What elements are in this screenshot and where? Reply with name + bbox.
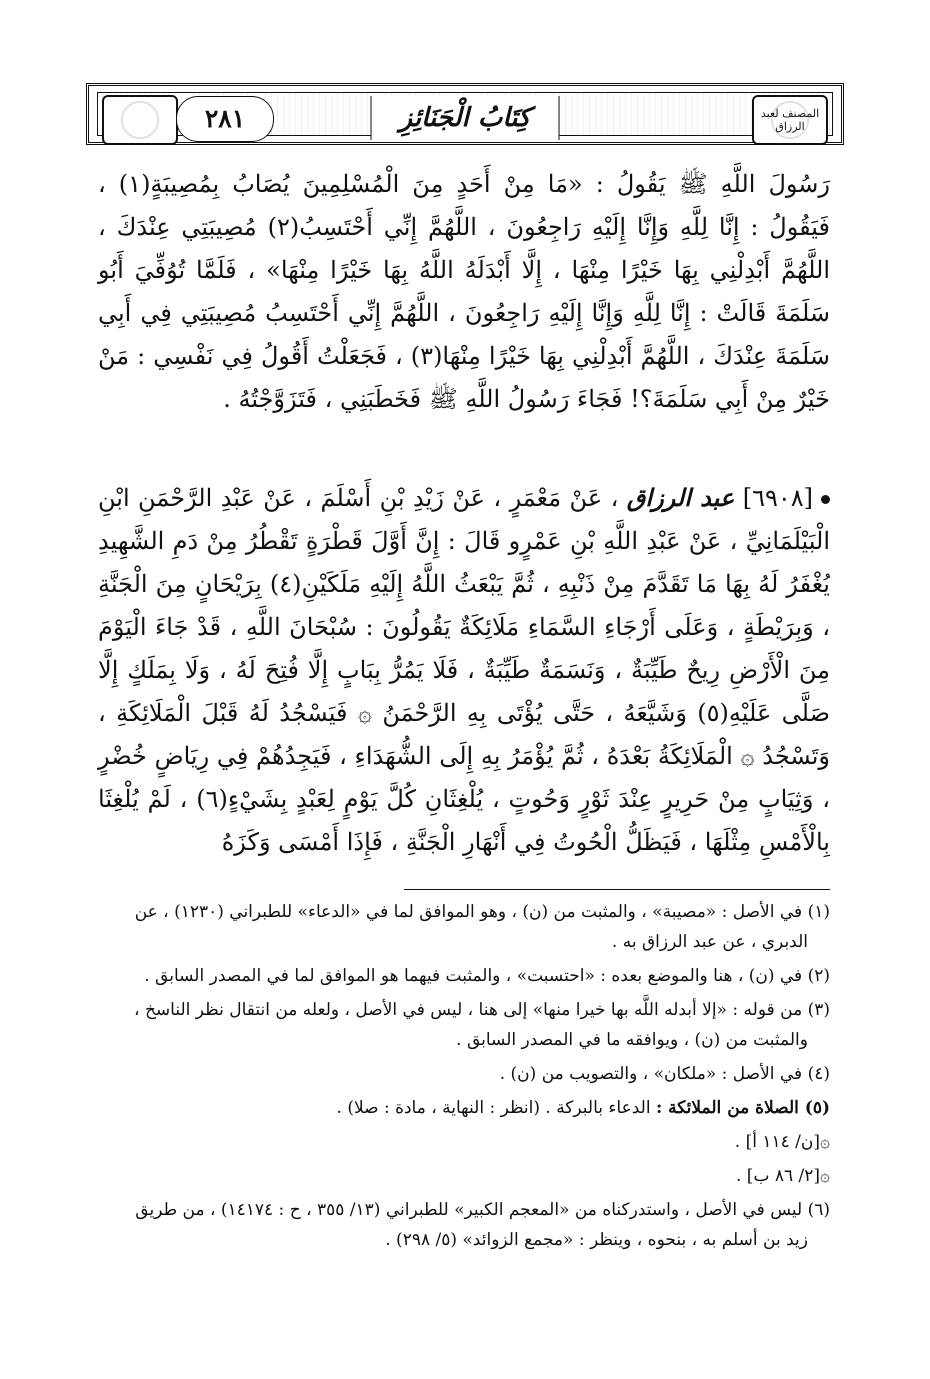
- chapter-title: كِتَابُ الْجَنَائِزِ: [371, 96, 560, 140]
- hadith-continuation: رَسُولَ اللَّهِ ﷺ يَقُولُ : «مَا مِنْ أَحَدٍ مِنَ الْمُسْلِمِينَ يُصَابُ بِمُصِيبَةٍ(١) ، فَيَقُولُ : إِنَّا لِلَّهِ وَإِنَّا إِلَيْهِ رَاجِعُونَ ، اللَّهُمَّ إِنِّي أَحْتَسِبُ(٢) مُصِيبَتِي عِنْدَكَ ، اللَّهُمَّ أَبْدِلْنِي بِهَا خَيْرًا مِنْهَا ، إِلَّا أَبْدَلَهُ اللَّهُ بِهَا خَيْرًا مِنْهَا» ، فَلَمَّا تُوُفِّيَ أَبُو سَلَمَةَ قَالَتْ : إِنَّا لِلَّهِ وَإِنَّا إِلَيْهِ رَاجِعُونَ ، اللَّهُمَّ إِنِّي أَحْتَسِبُ مُصِيبَتِي فِي أَبِي سَلَمَةَ عِنْدَكَ ، اللَّهُمَّ أَبْدِلْنِي بِهَا خَيْرًا مِنْهَا(٣) ، فَجَعَلْتُ أَقُولُ فِي نَفْسِي : مَنْ خَيْرٌ مِنْ أَبِي سَلَمَةَ؟! فَجَاءَ رَسُولُ اللَّهِ ﷺ فَخَطَبَنِي ، فَتَزَوَّجْتُهُ .: [98, 170, 830, 413]
- footnote-5: [88, 1093, 830, 1123]
- footnote-1: [88, 897, 830, 957]
- narrator-name: عبد الرزاق: [626, 483, 735, 512]
- manuscript-marker-1: ۞[ن/ ١١٤ أ] .: [734, 1132, 830, 1152]
- hadith-6908: [98, 476, 830, 864]
- footnote-6: [88, 1195, 830, 1255]
- footnote-6-line1: (٦) ليس في الأصل ، واستدركناه من «المعجم الكبير» للطبراني (١٣/ ٣٥٥ ، ح : ١٤١٧٤) ، من طريق: [135, 1200, 830, 1220]
- footnote-3-line2: والمثبت من (ن) ، ويوافقه ما في المصدر السابق .: [456, 1030, 808, 1050]
- footnote-3-line1: (٣) من قوله : «إلا أبدله اللَّه بها خيرا منها» إلى هنا ، ليس في الأصل ، ولعله من انتقال نظر الناسخ ،: [134, 1000, 830, 1020]
- footnote-3: [88, 995, 830, 1055]
- footnote-2: (٢) في (ن) ، هنا والموضع بعده : «احتسبت» ، والمثبت فيهما هو الموافق لما في المصدر السابق .: [144, 966, 830, 986]
- page-number: ٢٨١: [176, 96, 274, 142]
- ornament-icon: [102, 95, 178, 145]
- footnote-6-line2: زيد بن أسلم به ، بنحوه ، وينظر : «مجمع الزوائد» (٥/ ٢٩٨) .: [385, 1230, 808, 1250]
- page-header: [86, 83, 844, 145]
- footnote-1-line2: الدبري ، عن عبد الرزاق به .: [611, 932, 808, 952]
- footnote-5-term: (٥) الصلاة من الملائكة :: [655, 1098, 830, 1118]
- footnote-divider: [404, 889, 830, 890]
- hadith-number: [٦٩٠٨]: [742, 484, 813, 512]
- manuscript-marker-2: ۞[٢/ ٨٦ ب] .: [736, 1166, 830, 1186]
- bullet-icon: [821, 495, 830, 504]
- footnotes: [88, 897, 830, 1259]
- emblem-text: المصنف لعبد الرزاق: [760, 107, 820, 133]
- hadith-text: ، عَنْ مَعْمَرٍ ، عَنْ زَيْدِ بْنِ أَسْلَمَ ، عَنْ عَبْدِ الرَّحْمَنِ ابْنِ الْبَيْلَمَانِيِّ ، عَنْ عَبْدِ اللَّهِ بْنِ عَمْرٍو قَالَ : إِنَّ أَوَّلَ قَطْرَةٍ تَقْطُرُ مِنْ دَمِ الشَّهِيدِ يُغْفَرُ لَهُ بِهَا مَا تَقَدَّمَ مِنْ ذَنْبِهِ ، ثُمَّ يَبْعَثُ اللَّهُ إِلَيْهِ مَلَكَيْنِ(٤) بِرَيْحَانٍ مِنَ الْجَنَّةِ ، وَبِرَيْطَةٍ ، وَعَلَى أَرْجَاءِ السَّمَاءِ مَلَائِكَةٌ يَقُولُونَ : سُبْحَانَ اللَّهِ ، قَدْ جَاءَ الْيَوْمَ مِنَ الْأَرْضِ رِيحٌ طَيِّبَةٌ ، وَنَسَمَةٌ طَيِّبَةٌ ، فَلَا يَمُرُّ بِبَابٍ إِلَّا فُتِحَ لَهُ ، وَلَا بِمَلَكٍ إِلَّا صَلَّى عَلَيْهِ(٥) وَشَيَّعَهُ ، حَتَّى يُؤْتَى بِهِ الرَّحْمَنُ ۞ فَيَسْجُدُ لَهُ قَبْلَ الْمَلَائِكَةِ ، وَتَسْجُدُ ۞ الْمَلَائِكَةُ بَعْدَهُ ، ثُمَّ يُؤْمَرُ بِهِ إِلَى الشُّهَدَاءِ ، فَيَجِدُهُمْ فِي رِيَاضٍ خُضْرٍ ، وَثِيَابٍ مِنْ حَرِيرٍ عِنْدَ ثَوْرٍ وَحُوتٍ ، يُلْغِثَانِ كُلَّ يَوْمٍ لِعَبْدٍ بِشَيْءٍ(٦) ، لَمْ يُلْغِثَا بِالْأَمْسِ مِثْلَهَا ، فَيَظَلُّ الْحُوتُ فِي أَنْهَارِ الْجَنَّةِ ، فَإِذَا أَمْسَى وَكَزَهُ: [98, 484, 831, 856]
- footnote-4: (٤) في الأصل : «ملكان» ، والتصويب من (ن) .: [499, 1064, 830, 1084]
- header-ornament-band: [97, 92, 833, 136]
- footnote-1-line1: (١) في الأصل : «مصيبة» ، والمثبت من (ن) ، وهو الموافق لما في «الدعاء» للطبراني (١٢٣٠) ، عن: [134, 902, 830, 922]
- footnote-5-text: الدعاء بالبركة . (انظر : النهاية ، مادة : صلا) .: [336, 1098, 651, 1118]
- book-emblem-icon: [752, 95, 828, 145]
